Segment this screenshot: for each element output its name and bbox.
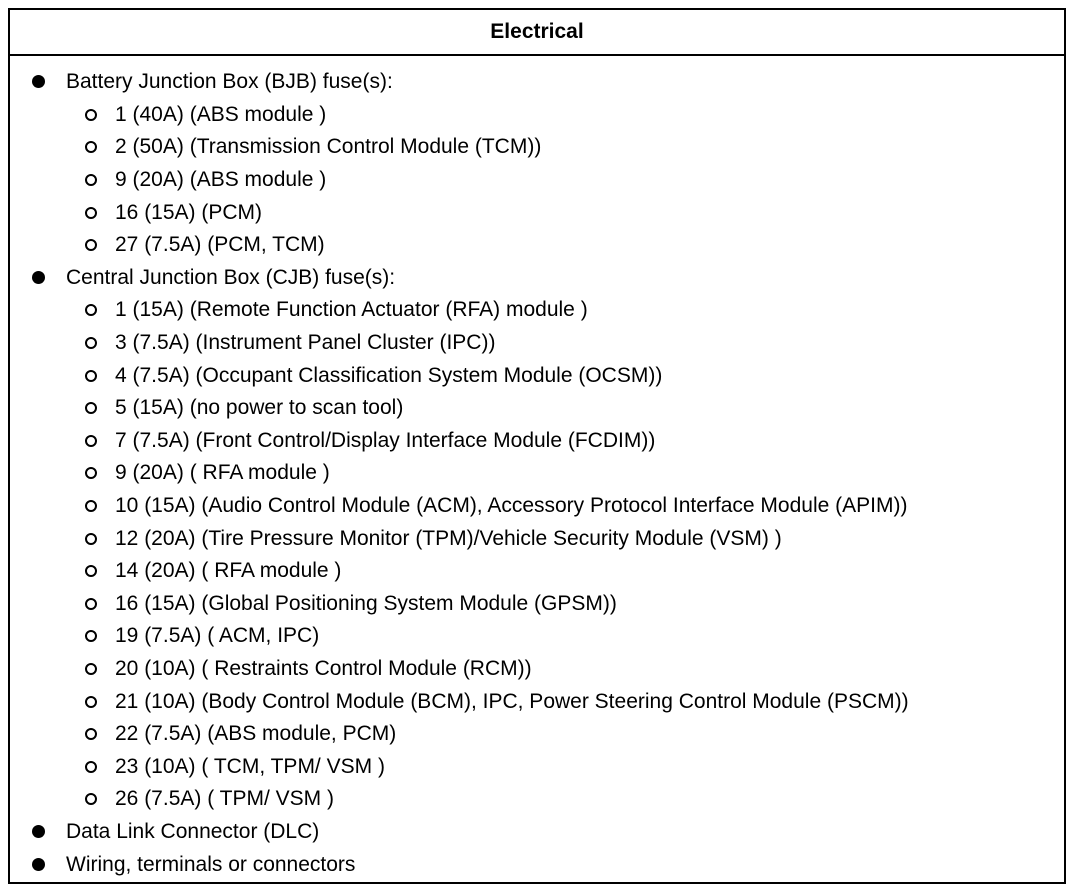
hollow-bullet-icon <box>85 370 97 382</box>
sub-list-item-label: 27 (7.5A) (PCM, TCM) <box>115 233 325 257</box>
hollow-bullet-icon <box>85 207 97 219</box>
sub-list-item-label: 23 (10A) ( TCM, TPM/ VSM ) <box>115 754 385 778</box>
sub-list-item <box>10 555 1064 588</box>
hollow-bullet-icon <box>85 565 97 577</box>
sub-list-item-label: 1 (40A) (ABS module ) <box>115 102 327 126</box>
sub-list-item <box>10 392 1064 425</box>
list-item <box>10 848 1064 881</box>
sub-list-item <box>10 196 1064 229</box>
sub-list-item-label: 22 (7.5A) (ABS module, PCM) <box>115 722 397 746</box>
hollow-bullet-icon <box>85 239 97 251</box>
hollow-bullet-icon <box>85 696 97 708</box>
hollow-bullet-icon <box>85 304 97 316</box>
sub-list-item <box>10 457 1064 490</box>
sub-list-item-label: 14 (20A) ( RFA module ) <box>115 559 342 583</box>
sub-list-item <box>10 490 1064 523</box>
sub-list-item-label: 9 (20A) ( RFA module ) <box>115 461 330 485</box>
hollow-bullet-icon <box>85 793 97 805</box>
sub-list-item-label: 10 (15A) (Audio Control Module (ACM), Accessory Protocol Interface Module (APIM)) <box>115 494 908 518</box>
hollow-bullet-icon <box>85 728 97 740</box>
sub-list-item <box>10 653 1064 686</box>
sub-list-item-label: 9 (20A) (ABS module ) <box>115 168 327 192</box>
hollow-bullet-icon <box>85 141 97 153</box>
sub-list-item-label: 4 (7.5A) (Occupant Classification System Module (OCSM)) <box>115 363 663 387</box>
hollow-bullet-icon <box>85 761 97 773</box>
sub-list-item-label: 12 (20A) (Tire Pressure Monitor (TPM)/Vehicle Security Module (VSM) ) <box>115 526 782 550</box>
sub-list-item-label: 26 (7.5A) ( TPM/ VSM ) <box>115 787 334 811</box>
sub-list-item <box>10 425 1064 458</box>
hollow-bullet-icon <box>85 630 97 642</box>
list-item-label: Central Junction Box (CJB) fuse(s): <box>66 265 396 289</box>
sub-list-item-label: 1 (15A) (Remote Function Actuator (RFA) module ) <box>115 298 588 322</box>
hollow-bullet-icon <box>85 337 97 349</box>
sub-list-item <box>10 522 1064 555</box>
sub-list-item <box>10 131 1064 164</box>
sub-list-item <box>10 750 1064 783</box>
sub-list-item <box>10 229 1064 262</box>
filled-bullet-icon <box>32 858 45 871</box>
sub-list-item <box>10 620 1064 653</box>
sub-list-item-label: 16 (15A) (Global Positioning System Module (GPSM)) <box>115 591 617 615</box>
sub-list-item <box>10 327 1064 360</box>
sub-list-item <box>10 164 1064 197</box>
hollow-bullet-icon <box>85 174 97 186</box>
electrical-table <box>8 8 1066 884</box>
filled-bullet-icon <box>32 75 45 88</box>
sub-list-item-label: 5 (15A) (no power to scan tool) <box>115 396 404 420</box>
filled-bullet-icon <box>32 271 45 284</box>
sub-list-item-label: 3 (7.5A) (Instrument Panel Cluster (IPC)) <box>115 331 496 355</box>
sub-list-item <box>10 718 1064 751</box>
list-item-label: Wiring, terminals or connectors <box>66 852 356 876</box>
sub-list-item-label: 21 (10A) (Body Control Module (BCM), IPC, Power Steering Control Module (PSCM)) <box>115 689 909 713</box>
hollow-bullet-icon <box>85 500 97 512</box>
sub-list-item-label: 20 (10A) ( Restraints Control Module (RCM)) <box>115 656 532 680</box>
table-header: Electrical <box>10 10 1064 56</box>
sub-list-item-label: 2 (50A) (Transmission Control Module (TCM)) <box>115 135 542 159</box>
list-item <box>10 262 1064 295</box>
list-item-label: Battery Junction Box (BJB) fuse(s): <box>66 70 393 94</box>
list-item <box>10 816 1064 849</box>
list-item <box>10 66 1064 99</box>
sub-list-item-label: 16 (15A) (PCM) <box>115 200 263 224</box>
sub-list-item <box>10 685 1064 718</box>
sub-list-item-label: 19 (7.5A) ( ACM, IPC) <box>115 624 320 648</box>
hollow-bullet-icon <box>85 598 97 610</box>
hollow-bullet-icon <box>85 467 97 479</box>
list-item-label: Data Link Connector (DLC) <box>66 819 320 843</box>
hollow-bullet-icon <box>85 435 97 447</box>
sub-list-item <box>10 99 1064 132</box>
hollow-bullet-icon <box>85 663 97 675</box>
hollow-bullet-icon <box>85 109 97 121</box>
sub-list-item <box>10 588 1064 621</box>
sub-list-item <box>10 359 1064 392</box>
sub-list-item-label: 7 (7.5A) (Front Control/Display Interface Module (FCDIM)) <box>115 428 656 452</box>
hollow-bullet-icon <box>85 533 97 545</box>
table-body <box>10 56 1064 881</box>
filled-bullet-icon <box>32 825 45 838</box>
sub-list-item <box>10 294 1064 327</box>
sub-list-item <box>10 783 1064 816</box>
hollow-bullet-icon <box>85 402 97 414</box>
